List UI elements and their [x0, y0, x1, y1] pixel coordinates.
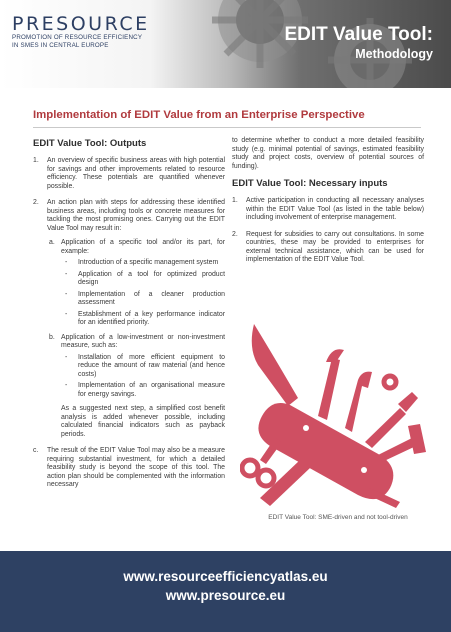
continued-text: to determine whether to conduct a more detailed feasibility study (e.g. minimal potential of savings, estimated feasibility study and project costs, overview of potential sources of funding).: [232, 137, 424, 170]
dash-item: - Implementation of a cleaner production assessment: [61, 291, 225, 308]
title-divider: [33, 127, 421, 128]
inputs-heading: EDIT Value Tool: Necessary inputs: [232, 178, 388, 189]
page-header: [0, 0, 451, 88]
dash-item: - Application of a tool for optimized product design: [61, 271, 225, 288]
sub-list-letter: b.: [49, 333, 55, 341]
footer-link-presource[interactable]: www.presource.eu: [165, 588, 286, 603]
list-item: [33, 447, 225, 490]
sub-list-text: Application of a low-investment or non-investment measure, such as:: [61, 333, 225, 349]
header-title: EDIT Value Tool:: [284, 24, 433, 45]
list-number: 1.: [232, 197, 238, 204]
list-text: An overview of specific business areas with high potential for savings and other improvements related to resource efficiency. These potentials are quantified whenever possible.: [47, 157, 225, 190]
illustration-caption: EDIT Value Tool: SME-driven and not tool-driven: [268, 514, 408, 521]
logo-tagline-1: PROMOTION OF RESOURCE EFFICIENCY: [12, 34, 143, 41]
list-number: 1.: [33, 157, 39, 164]
dash-item: - Installation of more efficient equipment to reduce the amount of raw material (and hence costs): [61, 354, 225, 380]
swiss-army-knife-icon: [240, 310, 430, 515]
footer-link-atlas[interactable]: www.resourceefficiencyatlas.eu: [123, 569, 328, 584]
dash-item: - Introduction of a specific management system: [61, 259, 225, 268]
dash-item: - Implementation of an organisational measure for energy savings.: [61, 382, 225, 399]
list-text: The result of the EDIT Value Tool may also be a measure requiring substantial investment, for which a detailed feasibility study is beyond the scope of this tool. The action plan should be complemented with the information necessary: [47, 447, 225, 488]
sub-list-item: [47, 334, 225, 400]
logo-wordmark: PRESOURCE: [12, 13, 150, 35]
page-title: Implementation of EDIT Value from an Enterprise Perspective: [33, 109, 365, 121]
list-number: 2.: [33, 199, 39, 206]
list-number: c.: [33, 447, 39, 454]
header-title-block: [285, 24, 434, 62]
logo-tagline-2: IN SMES IN CENTRAL EUROPE: [12, 41, 109, 49]
sub-list-text: Application of a specific tool and/or its part, for example:: [61, 239, 225, 255]
list-item: [232, 197, 424, 223]
sub-list-item: [47, 239, 225, 328]
list-number: 2.: [232, 230, 238, 238]
outputs-heading: EDIT Value Tool: Outputs: [33, 138, 147, 149]
page-footer: [0, 551, 451, 632]
list-item: [232, 231, 424, 265]
presource-logo: [12, 14, 162, 49]
header-subtitle: Methodology: [355, 47, 433, 61]
list-item: [33, 199, 225, 439]
cost-benefit-note: As a suggested next step, a simplified cost benefit analysis is added whenever possible, including calculated financial indicators such as payback periods.: [61, 405, 225, 438]
outputs-section: [33, 138, 225, 498]
list-text: Active participation in conducting all necessary analyses within the EDIT Value Tool (as listed in the table below) including involvement of enterprise management.: [246, 197, 424, 221]
list-text: An action plan with steps for addressing these identified business areas, including tools or concrete measures for tackling the most promising ones. Carrying out the EDIT Value Tool may result in:: [47, 199, 225, 232]
sub-list-letter: a.: [49, 239, 55, 246]
right-column: [232, 137, 424, 273]
dash-item: - Establishment of a key performance indicator for an identified priority.: [61, 311, 225, 328]
list-item: [33, 157, 225, 191]
list-text: Request for subsidies to carry out consultations. In some countries, these may be provided to enterprises for external technical assistance, which can be used for implementation of the EDIT Value Tool.: [246, 230, 424, 263]
